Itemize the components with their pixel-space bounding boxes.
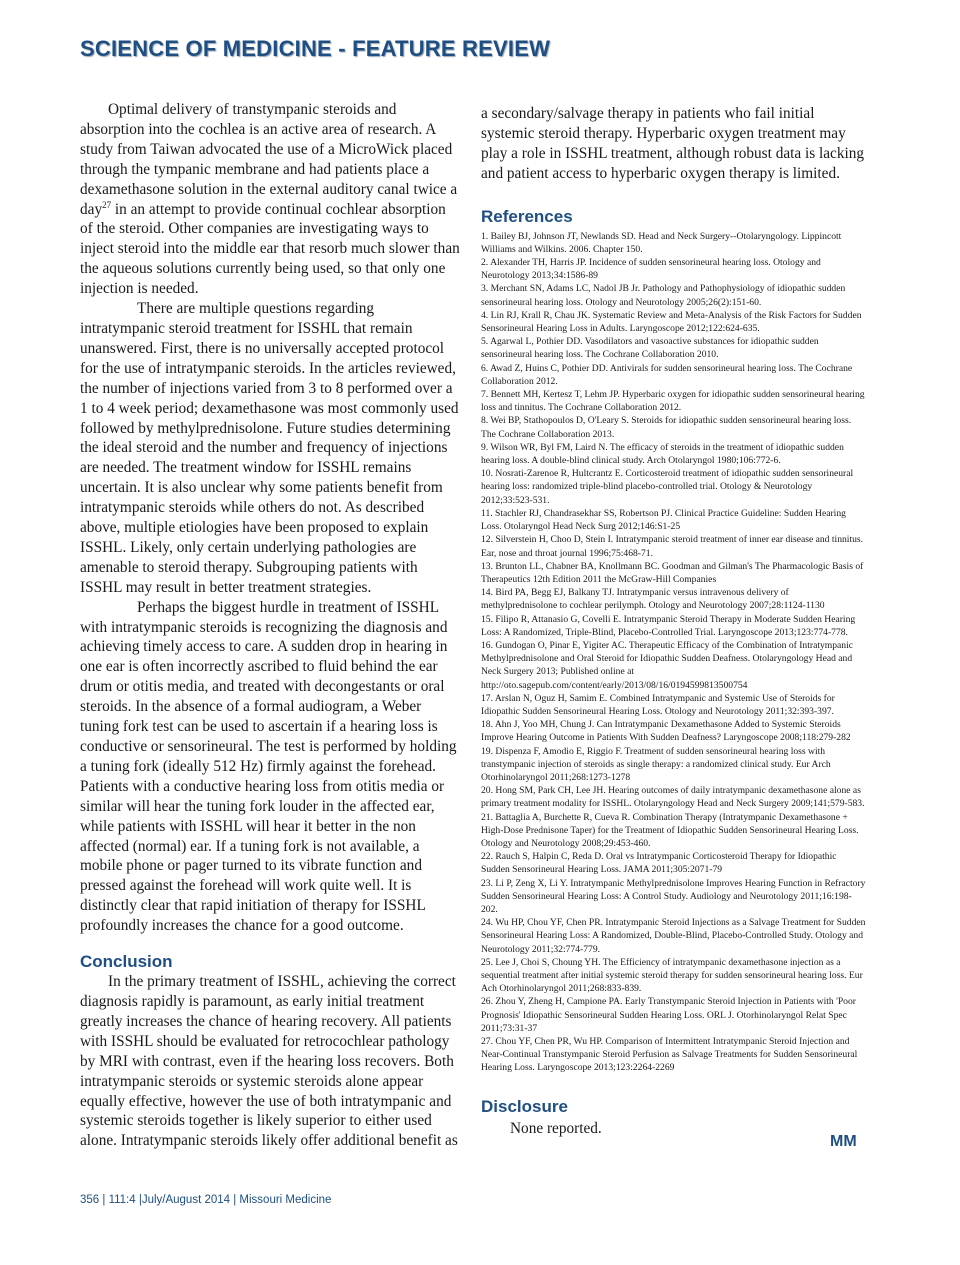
reference-item: 5. Agarwal L, Pothier DD. Vasodilators and vasoactive substances for idiopathic sudden sensorineural hearing loss. The Cochrane Collaboration 2010. [481,336,819,361]
reference-item: 7. Bennett MH, Kertesz T, Lehm JP. Hyperbaric oxygen for idiopathic sudden sensorineural hearing loss and tinnitus. The Cochrane Collaboration 2012. [481,389,865,414]
left-column [80,100,462,1151]
reference-item: 24. Wu HP, Chou YF, Chen PR. Intratympanic Steroid Injections as a Salvage Treatment for Sudden Sensorineural Hearing Loss: A Randomized, Double-Blind, Placebo-Controlled Study. Otology and Neurotology 2011;32:774-779. [481,917,866,955]
right-column [481,104,866,1138]
continuation-paragraph: a secondary/salvage therapy in patients who fail initial systemic steroid therapy. Hyperbaric oxygen treatment may play a role in ISSHL treatment, although robust data is lacking and patient access to hyperbaric oxygen therapy is limited. [481,105,865,182]
reference-item: 16. Gundogan O, Pinar E, Yigiter AC. Therapeutic Efficacy of the Combination of Intratympanic Methylprednisolone and Oral Steroid for Idiopathic Sudden Deafness. Otolaryngology Head and Neck Surgery 2013; Published online at http://oto.sagepub.com/content/early/2013/08/16/0194599813500754 [481,639,854,691]
reference-item: 20. Hong SM, Park CH, Lee JH. Hearing outcomes of daily intratympanic dexamethasone alone as primary treatment modality for ISSHL. Otolaryngology Head and Neck Surgery 2009;141;579-583. [481,785,865,810]
reference-item: 3. Merchant SN, Adams LC, Nadol JB Jr. Pathology and Pathophysiology of idiopathic sudden sensorineural hearing loss. Otology and Neurotology 2005;26(2):151-60. [481,283,846,308]
reference-item: 9. Wilson WR, Byl FM, Laird N. The efficacy of steroids in the treatment of idiopathic sudden hearing loss. A double-blind clinical study. Arch Otolaryngol 1980;106:772-6. [481,441,844,467]
reference-item: 27. Chou YF, Chen PR, Wu HP. Comparison of Intermittent Intratympanic Steroid Injection and Near-Continual Transtympanic Steroid Perfusion as Salvage Treatments for Sudden Sensorineural Hearing Loss. Laryngoscope 2013;123:2264-2269 [481,1036,858,1074]
disclosure-heading: Disclosure [481,1096,568,1116]
reference-item: 10. Nosrati-Zarenoe R, Hultcrantz E. Corticosteroid treatment of idiopathic sudden sensorineural hearing loss: randomized triple-blind placebo-controlled trial. Otology & Neurotology 2012;33:523-531. [481,468,854,506]
reference-item: 26. Zhou Y, Zheng H, Campione PA. Early Transtympanic Steroid Injection in Patients with 'Poor Prognosis' Idiopathic Sensorineural Sudden Hearing Loss. ORL J. Otorhinolaryngol Relat Spec 2011;73:31-37 [481,996,856,1034]
reference-item: 21. Battaglia A, Burchette R, Cueva R. Combination Therapy (Intratympanic Dexamethasone + High-Dose Prednisone Taper) for the Treatment of Idiopathic Sudden Sensorineural Hearing Loss. Otology and Neurotology 2008;29:453-460. [481,811,859,849]
reference-item: 22. Rauch S, Halpin C, Reda D. Oral vs Intratympanic Corticosteroid Therapy for Idiopathic Sudden Sensorineural Hearing Loss. JAMA 2011;305:2071-79 [481,851,837,876]
reference-item: 8. Wei BP, Stathopoulos D, O'Leary S. Steroids for idiopathic sudden sensorineural hearing loss. The Cochrane Collaboration 2013. [481,415,852,440]
conclusion-heading: Conclusion [80,952,173,972]
references-heading: References [481,206,573,226]
reference-item: 13. Brunton LL, Chabner BA, Knollmann BC. Goodman and Gilman's The Pharmacologic Basis of Therapeutics 12th Edition 2011 the McGraw-Hill Companies [481,560,864,585]
end-of-article-mark: MM [830,1133,857,1150]
reference-item: 19. Dispenza F, Amodio E, Riggio F. Treatment of sudden sensorineural hearing loss with transtympanic injection of steroids as single therapy: a randomized clinical study. Eur Arch Otorhinolaryngol 2011;268:1273-1278 [481,745,831,783]
disclosure-text: None reported. [510,1119,602,1137]
citation-superscript: 27 [102,199,112,210]
reference-item: 15. Filipo R, Attanasio G, Covelli E. Intratympanic Steroid Therapy in Moderate Sudden Hearing Loss: A Randomized, Triple-Blind, Placebo-Controlled Trial. Laryngoscope 2013;123:774-778. [481,613,856,638]
reference-item: 6. Awad Z, Huins C, Pothier DD. Antivirals for sudden sensorineural hearing loss. The Cochrane Collaboration 2012. [481,362,853,387]
reference-item: 17. Arslan N, Oguz H, Samim E. Combined Intratympanic and Systemic Use of Steroids for Idiopathic Sudden Sensorineural Hearing Loss. Otology and Neurotology 2011;32:393-397. [481,692,835,717]
reference-item: 4. Lin RJ, Krall R, Chau JK. Systematic Review and Meta-Analysis of the Risk Factors for Sudden Sensorineural Hearing Loss in Adults. Laryngoscope 2012;122:624-635. [481,309,862,335]
reference-item: 2. Alexander TH, Harris JP. Incidence of sudden sensorineural hearing loss. Otology and Neurotology 2013;34:1586-89 [481,257,821,282]
body-paragraph-2: There are multiple questions regarding intratympanic steroid treatment for ISSHL that remain unanswered. First, there is no universally accepted protocol for the use of intratympanic steroids. In the articles reviewed, the number of injections varied from 3 to 8 performed over a 1 to 4 week period; dexamethasone was most commonly used followed by methylprednisolone. Future studies determining the ideal steroid and the number and frequency of injections are needed. The treatment window for ISSHL remains uncertain. It is also unclear why some patients benefit from intratympanic steroids while others do not. As described above, multiple etiologies have been proposed to explain ISSHL. Likely, only certain underlying pathologies are amenable to steroid therapy. Subgrouping patients with ISSHL may result in better treatment strategies. [80,300,459,596]
running-head: SCIENCE OF MEDICINE - FEATURE REVIEW [80,36,551,61]
reference-item: 23. Li P, Zeng X, Li Y. Intratympanic Methylprednisolone Improves Hearing Function in Refractory Sudden Sensorineural Hearing Loss: A Control Study. Audiology and Neurotology 2011;16:198-202. [481,877,866,915]
reference-item: 12. Silverstein H, Choo D, Stein I. Intratympanic steroid treatment of inner ear disease and tinnitus. Ear, nose and throat journal 1996;75:468-71. [481,534,864,559]
page-footer: 356 | 111:4 |July/August 2014 | Missouri Medicine [80,1194,332,1206]
reference-item: 25. Lee J, Choi S, Choung YH. The Efficiency of intratympanic dexamethasone injection as a sequential treatment after initial systemic steroid therapy for sudden sensorineural hearing loss. Eur Ach Otorhinolaryngol 2011;268:833-839. [481,956,863,995]
conclusion-paragraph: In the primary treatment of ISSHL, achieving the correct diagnosis rapidly is paramount, as early initial treatment greatly increases the chance of hearing recovery. All patients with ISSHL should be evaluated for retrocochlear pathology by MRI with contrast, even if the hearing loss recovers. Both intratympanic steroids or systemic steroids alone appear equally effective, however the use of both intratympanic and systemic steroids together is likely superior to either used alone. Intratympanic steroids likely offer additional benefit as [80,973,458,1150]
paragraph-1-text-a: Optimal delivery of transtympanic steroids and absorption into the cochlea is an active area of research. A study from Taiwan advocated the use of a MicroWick placed through the tympanic membrane and had patients place a dexamethasone solution in the external auditory canal twice a day [80,101,458,218]
references-list [481,230,866,1075]
paragraph-1-text-b: in an attempt to provide continual cochlear absorption of the steroid. Other companies are investigating ways to inject steroid into the middle ear that resorb much slower than the aqueous solutions currently being used, so that only one injection is needed. [80,200,460,298]
body-paragraph-1 [80,100,462,299]
reference-item: 11. Stachler RJ, Chandrasekhar SS, Robertson PJ. Clinical Practice Guideline: Sudden Hearing Loss. Otolaryngol Head Neck Surg 2012;146:S1-25 [481,507,846,533]
reference-item: 18. Ahn J, Yoo MH, Chung J. Can Intratympanic Dexamethasone Added to Systemic Steroids Improve Hearing Outcome in Patients With Sudden Deafness? Laryngoscope 2008;118:279-282 [481,719,851,744]
body-paragraph-3: Perhaps the biggest hurdle in treatment of ISSHL with intratympanic steroids is recognizing the diagnosis and achieving timely access to care. A sudden drop in hearing in one ear is often incorrectly ascribed to fluid behind the ear drum or otitis media, and treated with decongestants or oral steroids. In the absence of a formal audiogram, a Weber tuning fork test can be used to ascertain if a hearing loss is conductive or sensorineural. The test is performed by holding a tuning fork (ideally 512 Hz) firmly against the forehead. Patients with a conductive hearing loss from otitis media or similar will hear the tuning fork louder in the affected ear, while patients with ISSHL will hear it better in the non affected (normal) ear. If a tuning fork is not available, a mobile phone or pager turned to its vibrate function and pressed against the forehead will work quite well. It is distinctly clear that rapid initiation of therapy for ISSHL profoundly increases the chance for a good outcome. [80,598,457,935]
reference-item: 14. Bird PA, Begg EJ, Balkany TJ. Intratympanic versus intravenous delivery of methylprednisolone to cochlear perilymph. Otology and Neurotology 2007;28:1124-1130 [481,587,825,612]
reference-item: 1. Bailey BJ, Johnson JT, Newlands SD. Head and Neck Surgery--Otolaryngology. Lippincott Williams and Wilkins. 2006. Chapter 150. [481,230,842,255]
